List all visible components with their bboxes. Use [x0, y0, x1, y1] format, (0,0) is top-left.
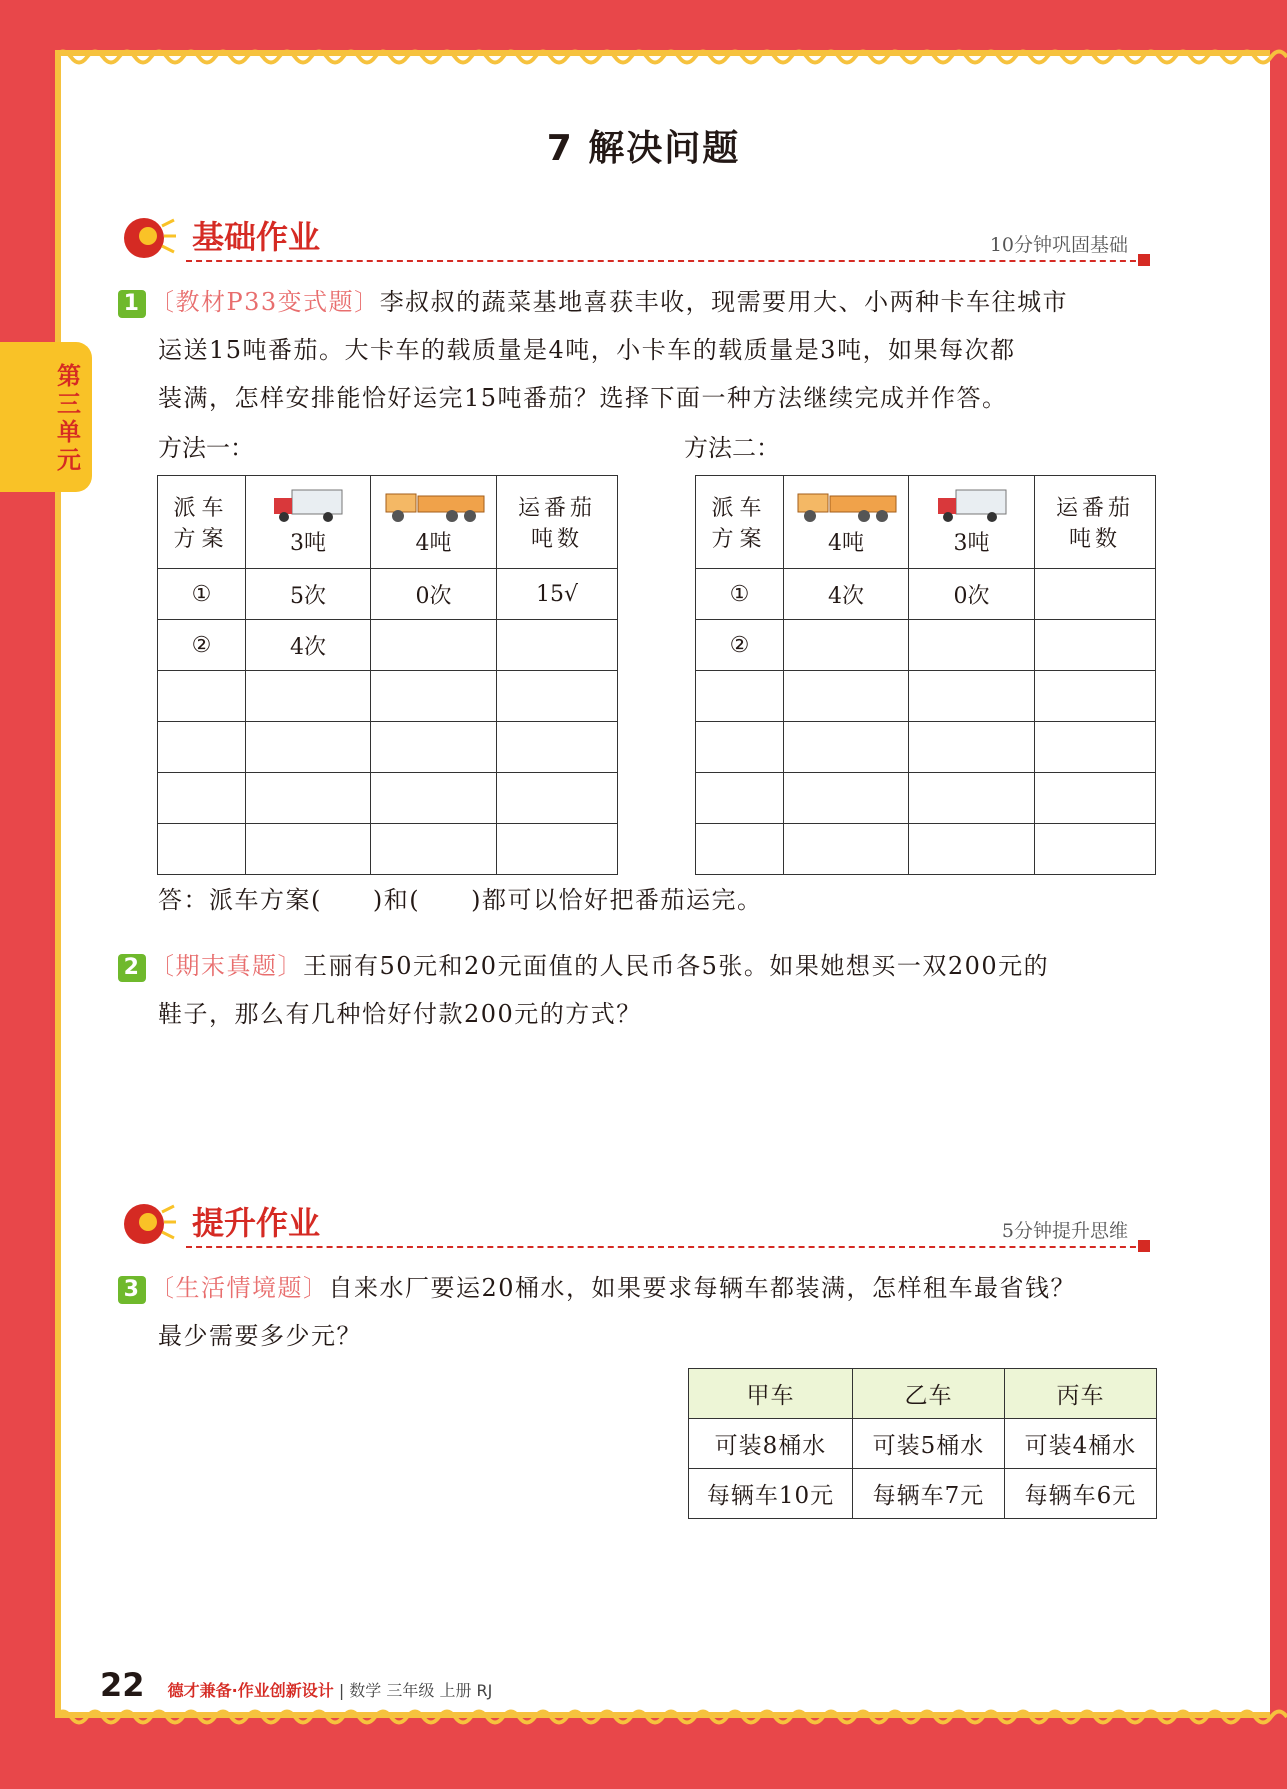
header-cell-small-truck	[909, 476, 1035, 569]
table-cell: 每辆车7元	[853, 1469, 1005, 1519]
table-cell	[371, 722, 497, 773]
table-cell	[246, 824, 371, 875]
table-cell: 每辆车10元	[689, 1469, 853, 1519]
table-cell	[158, 722, 246, 773]
table-cell	[1035, 773, 1156, 824]
page-number: 22	[100, 1666, 145, 1704]
table-cell: 15√	[497, 569, 618, 620]
table-cell	[497, 824, 618, 875]
table-cell: 可装5桶水	[853, 1419, 1005, 1469]
table-cell: 每辆车6元	[1005, 1469, 1157, 1519]
table-header-cell: 丙车	[1005, 1369, 1157, 1419]
table-cell	[784, 773, 909, 824]
question-text-line: 最少需要多少元？	[158, 1322, 362, 1350]
table-cell	[246, 773, 371, 824]
method-2-label: 方法二：	[684, 434, 780, 462]
header-cell: 派车方案	[158, 476, 246, 569]
table-cell: 4次	[246, 620, 371, 671]
question-number: 3	[118, 1276, 146, 1304]
question-text-line: 鞋子，那么有几种恰好付款200元的方式？	[158, 1000, 642, 1028]
section-note: 10分钟巩固基础	[989, 234, 1128, 256]
section-divider	[186, 1246, 1146, 1248]
table-cell	[696, 671, 784, 722]
header-cell-label: 4吨	[828, 530, 864, 556]
unit-side-tab	[0, 342, 92, 492]
table-cell	[909, 671, 1035, 722]
table-cell	[696, 722, 784, 773]
q1-answer-line: 答：派车方案( )和( )都可以恰好把番茄运完。	[158, 886, 763, 914]
page-title: 7 解决问题	[546, 128, 741, 169]
big-truck-icon	[794, 488, 898, 524]
method-1-table	[157, 475, 618, 875]
section-header-basic	[118, 208, 1158, 268]
table-cell	[158, 773, 246, 824]
table-cell	[1035, 620, 1156, 671]
table-cell	[1035, 671, 1156, 722]
section-label: 基础作业	[192, 218, 321, 256]
table-cell	[246, 722, 371, 773]
question-text-line: 李叔叔的蔬菜基地喜获丰收，现需要用大、小两种卡车往城市	[379, 288, 1069, 316]
question-3	[118, 1264, 1158, 1360]
section-note: 5分钟提升思维	[1001, 1220, 1128, 1242]
table-cell: ②	[158, 620, 246, 671]
table-cell	[246, 671, 371, 722]
question-2	[118, 942, 1158, 1038]
header-cell-label: 3吨	[290, 530, 326, 556]
table-cell	[1035, 569, 1156, 620]
header-cell: 派车方案	[696, 476, 784, 569]
table-cell: ①	[696, 569, 784, 620]
table-cell	[909, 824, 1035, 875]
table-cell	[784, 671, 909, 722]
section-label: 提升作业	[192, 1204, 321, 1242]
table-cell	[784, 722, 909, 773]
table-cell	[696, 773, 784, 824]
table-cell	[696, 824, 784, 875]
table-cell: 0次	[371, 569, 497, 620]
page-footer	[100, 1666, 492, 1704]
question-text-line: 自来水厂要运20桶水，如果要求每辆车都装满，怎样租车最省钱？	[328, 1274, 1077, 1302]
header-cell: 运番茄吨数	[1035, 476, 1156, 569]
header-cell-big-truck	[371, 476, 497, 569]
top-wave-border	[55, 46, 1287, 68]
bell-icon	[118, 1194, 178, 1250]
table-cell	[371, 671, 497, 722]
table-cell: ②	[696, 620, 784, 671]
header-cell: 运番茄吨数	[497, 476, 618, 569]
table-header-cell: 甲车	[689, 1369, 853, 1419]
question-text-line: 王丽有50元和20元面值的人民币各5张。如果她想买一双200元的	[303, 952, 1050, 980]
bottom-wave-border	[55, 1706, 1287, 1728]
small-truck-icon	[272, 488, 344, 524]
table-cell: 可装4桶水	[1005, 1419, 1157, 1469]
question-text-line: 运送15吨番茄。大卡车的载质量是4吨，小卡车的载质量是3吨，如果每次都	[158, 336, 1016, 364]
table-cell	[909, 773, 1035, 824]
divider-end-mark	[1138, 254, 1150, 266]
small-truck-icon	[936, 488, 1008, 524]
question-text-line: 装满，怎样安排能恰好运完15吨番茄？选择下面一种方法继续完成并作答。	[158, 384, 1008, 412]
header-cell-label: 4吨	[415, 530, 452, 556]
table-cell	[497, 722, 618, 773]
question-tag: 〔期末真题〕	[150, 952, 303, 980]
table-cell	[497, 671, 618, 722]
header-cell-big-truck	[784, 476, 909, 569]
table-cell	[1035, 824, 1156, 875]
table-cell	[371, 773, 497, 824]
divider-end-mark	[1138, 1240, 1150, 1252]
big-truck-icon	[382, 488, 486, 524]
table-cell: 5次	[246, 569, 371, 620]
table-cell	[497, 773, 618, 824]
vehicle-price-table	[688, 1368, 1157, 1519]
table-cell	[1035, 722, 1156, 773]
method-1-label: 方法一：	[158, 434, 254, 462]
question-1	[118, 278, 1158, 422]
footer-subtitle: | 数学 三年级 上册 RJ	[338, 1681, 493, 1700]
header-cell-label: 3吨	[953, 530, 990, 556]
table-cell: 4次	[784, 569, 909, 620]
table-cell	[158, 824, 246, 875]
header-cell-small-truck	[246, 476, 371, 569]
table-cell	[784, 620, 909, 671]
section-header-advanced	[118, 1194, 1158, 1254]
table-cell	[497, 620, 618, 671]
question-tag: 〔教材P33变式题〕	[150, 288, 380, 316]
question-number: 2	[118, 954, 146, 982]
footer-brand: 德才兼备·作业创新设计	[167, 1681, 334, 1700]
unit-side-tab-label: 第三单元	[57, 362, 81, 474]
table-cell	[784, 824, 909, 875]
table-cell	[371, 620, 497, 671]
method-2-table	[695, 475, 1156, 875]
table-cell	[909, 620, 1035, 671]
question-number: 1	[118, 290, 146, 318]
table-cell	[909, 722, 1035, 773]
bell-icon	[118, 208, 178, 264]
table-cell	[371, 824, 497, 875]
table-cell: ①	[158, 569, 246, 620]
table-cell	[158, 671, 246, 722]
table-cell: 可装8桶水	[689, 1419, 853, 1469]
table-header-cell: 乙车	[853, 1369, 1005, 1419]
section-divider	[186, 260, 1146, 262]
question-tag: 〔生活情境题〕	[150, 1274, 329, 1302]
table-cell: 0次	[909, 569, 1035, 620]
